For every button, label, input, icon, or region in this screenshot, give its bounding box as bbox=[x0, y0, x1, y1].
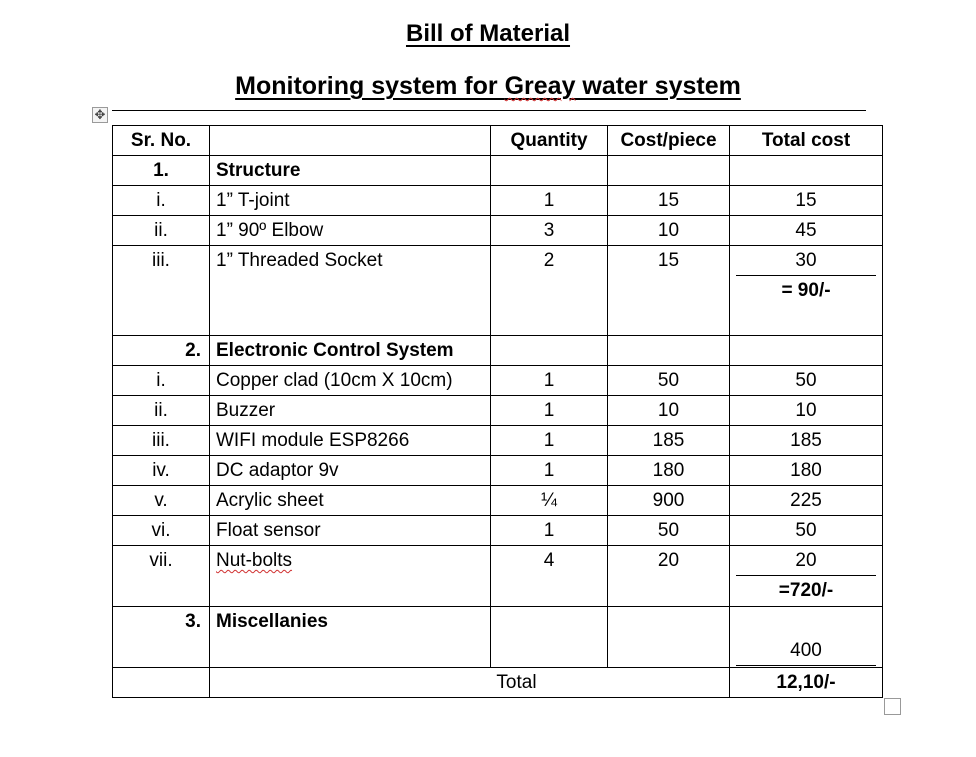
table-row bbox=[113, 246, 883, 336]
document-subtitle bbox=[0, 72, 976, 101]
table-row bbox=[113, 546, 883, 607]
table-move-handle-icon[interactable]: ✥ bbox=[92, 107, 108, 123]
table-resize-handle[interactable] bbox=[884, 698, 901, 715]
section-row bbox=[113, 336, 883, 366]
section-name: Electronic Control System bbox=[210, 336, 491, 366]
total-cell: 185 bbox=[730, 426, 883, 456]
bom-table bbox=[112, 125, 883, 698]
cost-cell: 15 bbox=[608, 186, 730, 216]
sr-cell: iii. bbox=[113, 426, 210, 456]
header-quantity: Quantity bbox=[491, 126, 608, 156]
section-number: 3. bbox=[113, 607, 210, 668]
document-title: Bill of Material bbox=[405, 20, 571, 47]
section-number: 2. bbox=[113, 336, 210, 366]
total-cell: 45 bbox=[730, 216, 883, 246]
item-cell bbox=[210, 546, 491, 607]
grand-total-row bbox=[113, 668, 883, 698]
sr-cell: v. bbox=[113, 486, 210, 516]
sr-cell: vii. bbox=[113, 546, 210, 607]
spacer bbox=[736, 607, 876, 636]
table-row bbox=[113, 516, 883, 546]
horizontal-rule bbox=[112, 110, 866, 111]
header-sr-no: Sr. No. bbox=[113, 126, 210, 156]
sr-cell: iv. bbox=[113, 456, 210, 486]
misspelled-word[interactable]: Greay bbox=[504, 72, 576, 100]
total-cell: 50 bbox=[730, 366, 883, 396]
qty-cell: ¼ bbox=[491, 486, 608, 516]
total-cell: 15 bbox=[730, 186, 883, 216]
qty-cell: 1 bbox=[491, 456, 608, 486]
subtitle-suffix: water system bbox=[575, 72, 741, 100]
section-row bbox=[113, 607, 883, 668]
sr-cell: iii. bbox=[113, 246, 210, 336]
qty-cell: 1 bbox=[491, 516, 608, 546]
cost-cell: 50 bbox=[608, 516, 730, 546]
table-row bbox=[113, 366, 883, 396]
total-cell: 10 bbox=[730, 396, 883, 426]
section-total: 400 bbox=[736, 636, 876, 666]
header-item bbox=[210, 126, 491, 156]
empty-cell bbox=[113, 668, 210, 698]
empty-cell bbox=[491, 336, 608, 366]
qty-cell: 1 bbox=[491, 186, 608, 216]
empty-cell bbox=[608, 607, 730, 668]
table-row bbox=[113, 216, 883, 246]
table-row bbox=[113, 396, 883, 426]
cost-cell: 20 bbox=[608, 546, 730, 607]
header-cost-piece: Cost/piece bbox=[608, 126, 730, 156]
total-cell: 225 bbox=[730, 486, 883, 516]
grand-total: 12,10/- bbox=[730, 668, 883, 698]
table-row bbox=[113, 186, 883, 216]
empty-cell bbox=[608, 336, 730, 366]
total-cell: 180 bbox=[730, 456, 883, 486]
cost-cell: 15 bbox=[608, 246, 730, 336]
sr-cell: ii. bbox=[113, 216, 210, 246]
subtitle-prefix: Monitoring system for bbox=[235, 72, 505, 100]
qty-cell: 4 bbox=[491, 546, 608, 607]
section-name: Structure bbox=[210, 156, 491, 186]
qty-cell: 1 bbox=[491, 366, 608, 396]
item-cell: 1” 90º Elbow bbox=[210, 216, 491, 246]
sr-cell: ii. bbox=[113, 396, 210, 426]
total-cell: 50 bbox=[730, 516, 883, 546]
cost-cell: 50 bbox=[608, 366, 730, 396]
qty-cell: 3 bbox=[491, 216, 608, 246]
empty-cell bbox=[730, 336, 883, 366]
empty-cell bbox=[730, 156, 883, 186]
qty-cell: 2 bbox=[491, 246, 608, 336]
section-subtotal: =720/- bbox=[778, 580, 834, 601]
section-subtotal: = 90/- bbox=[781, 280, 831, 301]
section-name: Miscellanies bbox=[210, 607, 491, 668]
misspelled-item[interactable]: Nut-bolts bbox=[216, 550, 293, 571]
item-cell: 1” Threaded Socket bbox=[210, 246, 491, 336]
table-row bbox=[113, 456, 883, 486]
table-row bbox=[113, 486, 883, 516]
sr-cell: i. bbox=[113, 366, 210, 396]
total-cell bbox=[730, 607, 883, 668]
qty-cell: 1 bbox=[491, 426, 608, 456]
empty-cell bbox=[491, 607, 608, 668]
item-cell: Buzzer bbox=[210, 396, 491, 426]
cost-cell: 180 bbox=[608, 456, 730, 486]
item-total: 20 bbox=[736, 546, 876, 576]
total-cell bbox=[730, 246, 883, 336]
item-total: 30 bbox=[736, 246, 876, 276]
item-cell: WIFI module ESP8266 bbox=[210, 426, 491, 456]
cost-cell: 900 bbox=[608, 486, 730, 516]
item-cell: 1” T-joint bbox=[210, 186, 491, 216]
cost-cell: 185 bbox=[608, 426, 730, 456]
qty-cell: 1 bbox=[491, 396, 608, 426]
item-cell: DC adaptor 9v bbox=[210, 456, 491, 486]
section-number: 1. bbox=[113, 156, 210, 186]
empty-cell bbox=[608, 156, 730, 186]
cost-cell: 10 bbox=[608, 216, 730, 246]
sr-cell: i. bbox=[113, 186, 210, 216]
item-cell: Acrylic sheet bbox=[210, 486, 491, 516]
total-label: Total bbox=[210, 668, 730, 698]
table-row bbox=[113, 426, 883, 456]
sr-cell: vi. bbox=[113, 516, 210, 546]
cost-cell: 10 bbox=[608, 396, 730, 426]
empty-cell bbox=[491, 156, 608, 186]
item-cell: Float sensor bbox=[210, 516, 491, 546]
item-cell: Copper clad (10cm X 10cm) bbox=[210, 366, 491, 396]
header-row bbox=[113, 126, 883, 156]
section-row bbox=[113, 156, 883, 186]
header-total-cost: Total cost bbox=[730, 126, 883, 156]
total-cell bbox=[730, 546, 883, 607]
